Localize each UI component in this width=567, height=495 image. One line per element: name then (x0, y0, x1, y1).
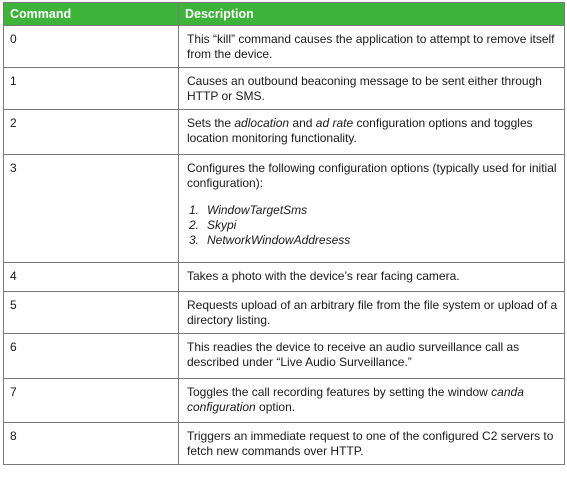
description-text: Toggles the call recording features by setting the window (187, 385, 492, 399)
description-cell (179, 155, 565, 263)
table-row (4, 292, 565, 334)
list-item: 3. NetworkWindowAddresess (189, 233, 351, 247)
table-row (4, 334, 565, 379)
list-item: 2. Skypi (189, 218, 237, 232)
command-cell: 7 (4, 379, 179, 423)
table-header-row (4, 3, 565, 26)
column-header-description: Description (179, 3, 565, 26)
description-text: configuration options and toggles location monitoring functionality. (187, 116, 533, 145)
table-row (4, 423, 565, 465)
command-cell: 0 (4, 26, 179, 68)
table-row (4, 263, 565, 292)
description-cell: Triggers an immediate request to one of the configured C2 servers to fetch new commands over HTTP. (179, 423, 565, 465)
description-cell: This “kill” command causes the application to attempt to remove itself from the device. (179, 26, 565, 68)
table-row (4, 155, 565, 263)
command-cell: 3 (4, 155, 179, 263)
description-cell: This readies the device to receive an audio surveillance call as described under “Live Audio Surveillance.” (179, 334, 565, 379)
table-row (4, 110, 565, 155)
table-row (4, 26, 565, 68)
option-name: adlocation (234, 116, 290, 130)
column-header-command: Command (4, 3, 179, 26)
description-text: option. (255, 400, 296, 414)
description-cell (179, 110, 565, 155)
table-row (4, 379, 565, 423)
description-cell: Causes an outbound beaconing message to be sent either through HTTP or SMS. (179, 68, 565, 110)
command-cell: 8 (4, 423, 179, 465)
configuration-options-list (187, 203, 558, 248)
table-row (4, 68, 565, 110)
option-name: ad rate (315, 116, 354, 130)
description-text: and (289, 116, 316, 130)
description-cell: Takes a photo with the device’s rear facing camera. (179, 263, 565, 292)
command-cell: 6 (4, 334, 179, 379)
command-cell: 2 (4, 110, 179, 155)
list-item: 1. WindowTargetSms (189, 203, 308, 217)
command-cell: 4 (4, 263, 179, 292)
command-cell: 5 (4, 292, 179, 334)
description-text: Sets the (187, 116, 235, 130)
description-text: Configures the following configuration options (typically used for initial configuration): (187, 161, 557, 190)
command-cell: 1 (4, 68, 179, 110)
command-table (3, 2, 565, 465)
option-name: canda configuration (187, 385, 524, 414)
description-cell: Requests upload of an arbitrary file from the file system or upload of a directory listing. (179, 292, 565, 334)
description-cell (179, 379, 565, 423)
